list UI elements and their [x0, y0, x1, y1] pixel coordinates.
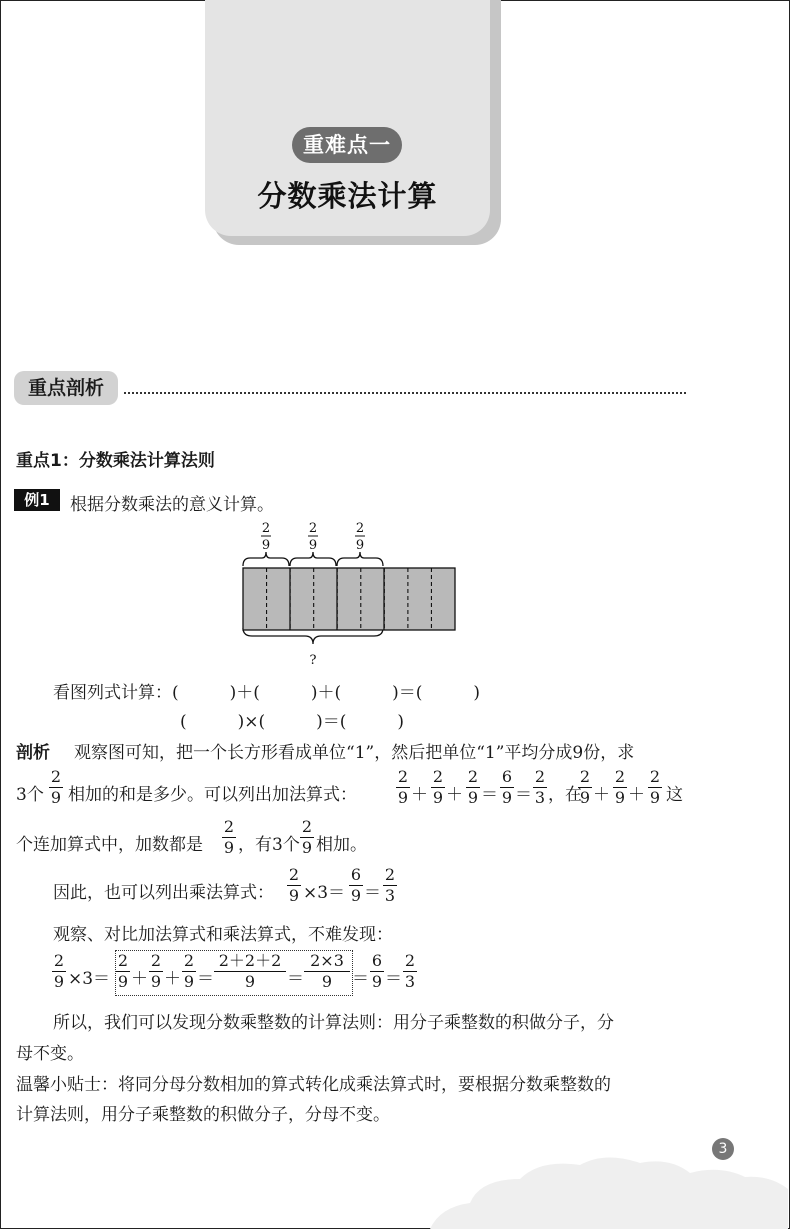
fraction: 2 9: [467, 767, 479, 807]
question-mark: ?: [309, 653, 317, 668]
plus-sign: ＋: [411, 785, 428, 805]
equation-line-2: ( )×( )＝( ): [180, 712, 405, 732]
fraction-label-2-num: 2: [308, 521, 318, 536]
equals-sign: ＝: [287, 969, 304, 989]
fraction: 2 9: [150, 951, 162, 991]
analysis-line-1: 观察图可知，把一个长方形看成单位“1”，然后把单位“1”平均分成9份，求: [74, 743, 635, 763]
fraction-label-2-den: 9: [308, 538, 318, 553]
equals-sign: ＝: [481, 785, 498, 805]
fraction: 2 9: [183, 951, 195, 991]
fraction: 2×3 9: [304, 952, 350, 991]
equals-sign: ＝: [515, 785, 532, 805]
fraction: 2 9: [50, 767, 62, 807]
analysis-text: ，在: [548, 785, 582, 805]
conclusion-line-1: 所以，我们可以发现分数乘整数的计算法则：用分子乘整数的积做分子，分: [53, 1013, 614, 1033]
plus-sign: ＋: [131, 969, 148, 989]
fraction: 2 9: [432, 767, 444, 807]
tip-line-2: 计算法则，用分子乘整数的积做分子，分母不变。: [16, 1105, 390, 1125]
fraction-label-3-num: 2: [355, 521, 365, 536]
fraction: 6 9: [371, 951, 383, 991]
fraction: 2 9: [223, 817, 235, 857]
analysis-text: 3个: [16, 785, 44, 805]
plus-sign: ＋: [164, 969, 181, 989]
fraction: 2 3: [404, 951, 416, 991]
subheading: 重点1：分数乘法计算法则: [16, 451, 215, 471]
fraction-label-1-num: 2: [261, 521, 271, 536]
times-expression: ×3＝: [68, 969, 111, 989]
section-label: 重点剖析: [14, 371, 118, 405]
analysis-label: 剖析: [16, 743, 50, 763]
fraction: 6 9: [350, 865, 362, 905]
fraction: 2 9: [649, 767, 661, 807]
fraction: 2＋2＋2 9: [214, 952, 286, 991]
conclusion-line-2: 母不变。: [16, 1044, 84, 1064]
example-tag: 例1: [14, 489, 60, 511]
analysis-text: 相加。: [316, 835, 367, 855]
fraction: 6 9: [501, 767, 513, 807]
fraction: 2 9: [117, 951, 129, 991]
equals-sign: ＝: [352, 969, 369, 989]
fraction: 2 9: [397, 767, 409, 807]
equation-line-1: 看图列式计算：( )＋( )＋( )＝( ): [53, 683, 481, 703]
dotted-divider: [124, 378, 686, 394]
fraction-label-1-den: 9: [261, 538, 271, 553]
fraction: 2 9: [301, 817, 313, 857]
equals-sign: ＝: [197, 969, 214, 989]
cloud-decoration: [0, 1129, 790, 1229]
fraction: 2 9: [579, 767, 591, 807]
plus-sign: ＋: [593, 785, 610, 805]
page-title: 分数乘法计算: [257, 179, 438, 213]
fraction: 2 3: [384, 865, 396, 905]
fraction: 2 9: [288, 865, 300, 905]
fraction: 2 3: [534, 767, 546, 807]
equals-sign: ＝: [364, 883, 381, 903]
times-expression: ×3＝: [303, 883, 346, 903]
rectangle-figure: [0, 512, 790, 687]
section-badge: 重难点一: [292, 127, 402, 163]
tip-line-1: 温馨小贴士：将同分母分数相加的算式转化成乘法算式时，要根据分数乘整数的: [16, 1075, 611, 1095]
plus-sign: ＋: [446, 785, 463, 805]
top-brace-3: [337, 552, 383, 566]
fraction-label-3-den: 9: [355, 538, 365, 553]
analysis-text: 观察、对比加法算式和乘法算式，不难发现：: [53, 925, 393, 945]
plus-sign: ＋: [628, 785, 645, 805]
analysis-text: 这: [666, 785, 683, 805]
analysis-text: ，有3个: [238, 835, 300, 855]
equals-sign: ＝: [385, 969, 402, 989]
shaded-rectangle: [243, 568, 455, 630]
example-prompt: 根据分数乘法的意义计算。: [70, 495, 274, 515]
analysis-text: 因此，也可以列出乘法算式：: [53, 883, 274, 903]
top-brace-1: [243, 552, 289, 566]
analysis-text: 相加的和是多少。可以列出加法算式：: [68, 785, 357, 805]
top-brace-2: [290, 552, 336, 566]
fraction: 2 9: [614, 767, 626, 807]
analysis-text: 个连加算式中，加数都是: [16, 835, 203, 855]
page-number: 3: [712, 1138, 734, 1160]
fraction: 2 9: [53, 951, 65, 991]
